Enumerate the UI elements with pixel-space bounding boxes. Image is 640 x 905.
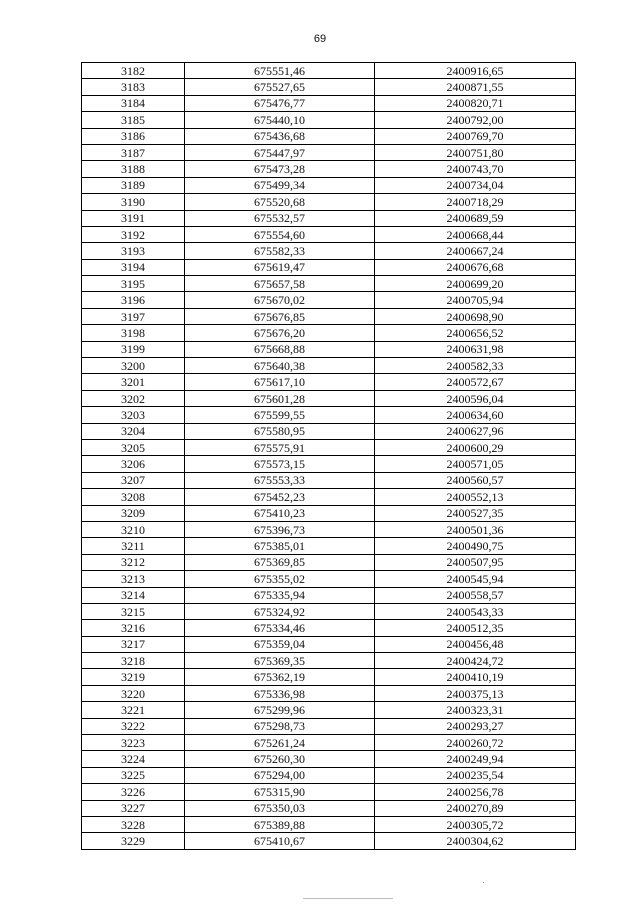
point-number-cell: 3206 (82, 456, 185, 472)
y-coordinate-cell: 2400235,54 (375, 767, 576, 783)
y-coordinate-cell: 2400600,29 (375, 439, 576, 455)
table-row (82, 669, 576, 685)
point-number-cell: 3188 (82, 161, 185, 177)
point-number-cell: 3227 (82, 800, 185, 816)
x-coordinate-cell: 675389,88 (185, 816, 375, 832)
y-coordinate-cell: 2400512,35 (375, 620, 576, 636)
x-coordinate-cell: 675440,10 (185, 112, 375, 128)
x-coordinate-cell: 675532,57 (185, 210, 375, 226)
table-row (82, 833, 576, 849)
table-row (82, 407, 576, 423)
x-coordinate-cell: 675447,97 (185, 144, 375, 160)
point-number-cell: 3197 (82, 308, 185, 324)
table-row (82, 718, 576, 734)
table-row (82, 325, 576, 341)
y-coordinate-cell: 2400558,57 (375, 587, 576, 603)
y-coordinate-cell: 2400631,98 (375, 341, 576, 357)
y-coordinate-cell: 2400456,48 (375, 636, 576, 652)
point-number-cell: 3222 (82, 718, 185, 734)
x-coordinate-cell: 675657,58 (185, 276, 375, 292)
x-coordinate-cell: 675527,65 (185, 79, 375, 95)
y-coordinate-cell: 2400705,94 (375, 292, 576, 308)
table-row (82, 79, 576, 95)
x-coordinate-cell: 675369,35 (185, 653, 375, 669)
x-coordinate-cell: 675362,19 (185, 669, 375, 685)
table-row (82, 276, 576, 292)
table-row (82, 210, 576, 226)
x-coordinate-cell: 675619,47 (185, 259, 375, 275)
y-coordinate-cell: 2400249,94 (375, 751, 576, 767)
table-row (82, 571, 576, 587)
table-row (82, 177, 576, 193)
x-coordinate-cell: 675299,96 (185, 702, 375, 718)
x-coordinate-cell: 675298,73 (185, 718, 375, 734)
x-coordinate-cell: 675499,34 (185, 177, 375, 193)
point-number-cell: 3210 (82, 521, 185, 537)
y-coordinate-cell: 2400769,70 (375, 128, 576, 144)
y-coordinate-cell: 2400507,95 (375, 554, 576, 570)
table-row (82, 63, 576, 79)
table-row (82, 505, 576, 521)
x-coordinate-cell: 675670,02 (185, 292, 375, 308)
point-number-cell: 3191 (82, 210, 185, 226)
x-coordinate-cell: 675575,91 (185, 439, 375, 455)
table-row (82, 489, 576, 505)
x-coordinate-cell: 675473,28 (185, 161, 375, 177)
x-coordinate-cell: 675355,02 (185, 571, 375, 587)
table-row (82, 161, 576, 177)
y-coordinate-cell: 2400751,80 (375, 144, 576, 160)
y-coordinate-cell: 2400734,04 (375, 177, 576, 193)
point-number-cell: 3183 (82, 79, 185, 95)
x-coordinate-cell: 675315,90 (185, 784, 375, 800)
point-number-cell: 3196 (82, 292, 185, 308)
y-coordinate-cell: 2400490,75 (375, 538, 576, 554)
table-row (82, 767, 576, 783)
x-coordinate-cell: 675553,33 (185, 472, 375, 488)
x-coordinate-cell: 675640,38 (185, 358, 375, 374)
table-row (82, 374, 576, 390)
point-number-cell: 3213 (82, 571, 185, 587)
x-coordinate-cell: 675582,33 (185, 243, 375, 259)
point-number-cell: 3207 (82, 472, 185, 488)
table-row (82, 456, 576, 472)
table-row (82, 554, 576, 570)
table-row (82, 439, 576, 455)
table-row (82, 390, 576, 406)
y-coordinate-cell: 2400293,27 (375, 718, 576, 734)
point-number-cell: 3229 (82, 833, 185, 849)
point-number-cell: 3193 (82, 243, 185, 259)
y-coordinate-cell: 2400582,33 (375, 358, 576, 374)
point-number-cell: 3182 (82, 63, 185, 79)
point-number-cell: 3195 (82, 276, 185, 292)
table-row (82, 735, 576, 751)
y-coordinate-cell: 2400375,13 (375, 685, 576, 701)
page-number: 69 (313, 33, 327, 45)
table-row (82, 472, 576, 488)
x-coordinate-cell: 675410,23 (185, 505, 375, 521)
table-row (82, 538, 576, 554)
table-row (82, 95, 576, 111)
x-coordinate-cell: 675261,24 (185, 735, 375, 751)
y-coordinate-cell: 2400410,19 (375, 669, 576, 685)
y-coordinate-cell: 2400270,89 (375, 800, 576, 816)
point-number-cell: 3218 (82, 653, 185, 669)
y-coordinate-cell: 2400656,52 (375, 325, 576, 341)
table-row (82, 423, 576, 439)
x-coordinate-cell: 675396,73 (185, 521, 375, 537)
y-coordinate-cell: 2400743,70 (375, 161, 576, 177)
coordinates-table-body (82, 63, 576, 850)
table-row (82, 521, 576, 537)
table-row (82, 243, 576, 259)
y-coordinate-cell: 2400256,78 (375, 784, 576, 800)
x-coordinate-cell: 675369,85 (185, 554, 375, 570)
x-coordinate-cell: 675580,95 (185, 423, 375, 439)
point-number-cell: 3228 (82, 816, 185, 832)
x-coordinate-cell: 675334,46 (185, 620, 375, 636)
table-row (82, 587, 576, 603)
y-coordinate-cell: 2400627,96 (375, 423, 576, 439)
point-number-cell: 3220 (82, 685, 185, 701)
point-number-cell: 3212 (82, 554, 185, 570)
x-coordinate-cell: 675573,15 (185, 456, 375, 472)
y-coordinate-cell: 2400698,90 (375, 308, 576, 324)
x-coordinate-cell: 675385,01 (185, 538, 375, 554)
y-coordinate-cell: 2400304,62 (375, 833, 576, 849)
table-row (82, 800, 576, 816)
point-number-cell: 3211 (82, 538, 185, 554)
x-coordinate-cell: 675350,03 (185, 800, 375, 816)
table-row (82, 144, 576, 160)
table-row (82, 702, 576, 718)
point-number-cell: 3209 (82, 505, 185, 521)
point-number-cell: 3185 (82, 112, 185, 128)
point-number-cell: 3225 (82, 767, 185, 783)
table-row (82, 341, 576, 357)
table-row (82, 358, 576, 374)
x-coordinate-cell: 675617,10 (185, 374, 375, 390)
point-number-cell: 3184 (82, 95, 185, 111)
y-coordinate-cell: 2400552,13 (375, 489, 576, 505)
y-coordinate-cell: 2400572,67 (375, 374, 576, 390)
coordinates-table (81, 62, 576, 850)
x-coordinate-cell: 675359,04 (185, 636, 375, 652)
y-coordinate-cell: 2400323,31 (375, 702, 576, 718)
y-coordinate-cell: 2400527,35 (375, 505, 576, 521)
x-coordinate-cell: 675410,67 (185, 833, 375, 849)
x-coordinate-cell: 675452,23 (185, 489, 375, 505)
y-coordinate-cell: 2400634,60 (375, 407, 576, 423)
table-row (82, 128, 576, 144)
point-number-cell: 3200 (82, 358, 185, 374)
point-number-cell: 3202 (82, 390, 185, 406)
point-number-cell: 3201 (82, 374, 185, 390)
point-number-cell: 3224 (82, 751, 185, 767)
point-number-cell: 3221 (82, 702, 185, 718)
table-row (82, 620, 576, 636)
point-number-cell: 3223 (82, 735, 185, 751)
table-row (82, 816, 576, 832)
x-coordinate-cell: 675520,68 (185, 194, 375, 210)
table-row (82, 603, 576, 619)
y-coordinate-cell: 2400689,59 (375, 210, 576, 226)
y-coordinate-cell: 2400676,68 (375, 259, 576, 275)
scan-speck (483, 882, 484, 883)
point-number-cell: 3199 (82, 341, 185, 357)
x-coordinate-cell: 675601,28 (185, 390, 375, 406)
y-coordinate-cell: 2400718,29 (375, 194, 576, 210)
point-number-cell: 3205 (82, 439, 185, 455)
y-coordinate-cell: 2400560,57 (375, 472, 576, 488)
table-row (82, 259, 576, 275)
y-coordinate-cell: 2400871,55 (375, 79, 576, 95)
x-coordinate-cell: 675476,77 (185, 95, 375, 111)
table-row (82, 194, 576, 210)
y-coordinate-cell: 2400424,72 (375, 653, 576, 669)
x-coordinate-cell: 675676,20 (185, 325, 375, 341)
point-number-cell: 3203 (82, 407, 185, 423)
y-coordinate-cell: 2400596,04 (375, 390, 576, 406)
table-row (82, 784, 576, 800)
table-row (82, 685, 576, 701)
y-coordinate-cell: 2400820,71 (375, 95, 576, 111)
point-number-cell: 3208 (82, 489, 185, 505)
table-row (82, 112, 576, 128)
table-row (82, 308, 576, 324)
table-row (82, 751, 576, 767)
x-coordinate-cell: 675335,94 (185, 587, 375, 603)
point-number-cell: 3219 (82, 669, 185, 685)
point-number-cell: 3192 (82, 226, 185, 242)
y-coordinate-cell: 2400260,72 (375, 735, 576, 751)
table-row (82, 653, 576, 669)
point-number-cell: 3217 (82, 636, 185, 652)
point-number-cell: 3214 (82, 587, 185, 603)
y-coordinate-cell: 2400501,36 (375, 521, 576, 537)
y-coordinate-cell: 2400667,24 (375, 243, 576, 259)
y-coordinate-cell: 2400668,44 (375, 226, 576, 242)
x-coordinate-cell: 675554,60 (185, 226, 375, 242)
x-coordinate-cell: 675668,88 (185, 341, 375, 357)
table-row (82, 292, 576, 308)
point-number-cell: 3194 (82, 259, 185, 275)
x-coordinate-cell: 675336,98 (185, 685, 375, 701)
point-number-cell: 3226 (82, 784, 185, 800)
x-coordinate-cell: 675436,68 (185, 128, 375, 144)
y-coordinate-cell: 2400543,33 (375, 603, 576, 619)
point-number-cell: 3215 (82, 603, 185, 619)
table-row (82, 636, 576, 652)
bottom-rule (303, 898, 393, 899)
point-number-cell: 3204 (82, 423, 185, 439)
y-coordinate-cell: 2400699,20 (375, 276, 576, 292)
y-coordinate-cell: 2400792,00 (375, 112, 576, 128)
y-coordinate-cell: 2400571,05 (375, 456, 576, 472)
y-coordinate-cell: 2400305,72 (375, 816, 576, 832)
point-number-cell: 3198 (82, 325, 185, 341)
x-coordinate-cell: 675294,00 (185, 767, 375, 783)
table-row (82, 226, 576, 242)
x-coordinate-cell: 675260,30 (185, 751, 375, 767)
x-coordinate-cell: 675551,46 (185, 63, 375, 79)
point-number-cell: 3186 (82, 128, 185, 144)
point-number-cell: 3189 (82, 177, 185, 193)
point-number-cell: 3216 (82, 620, 185, 636)
y-coordinate-cell: 2400916,65 (375, 63, 576, 79)
point-number-cell: 3190 (82, 194, 185, 210)
point-number-cell: 3187 (82, 144, 185, 160)
y-coordinate-cell: 2400545,94 (375, 571, 576, 587)
x-coordinate-cell: 675324,92 (185, 603, 375, 619)
x-coordinate-cell: 675599,55 (185, 407, 375, 423)
x-coordinate-cell: 675676,85 (185, 308, 375, 324)
